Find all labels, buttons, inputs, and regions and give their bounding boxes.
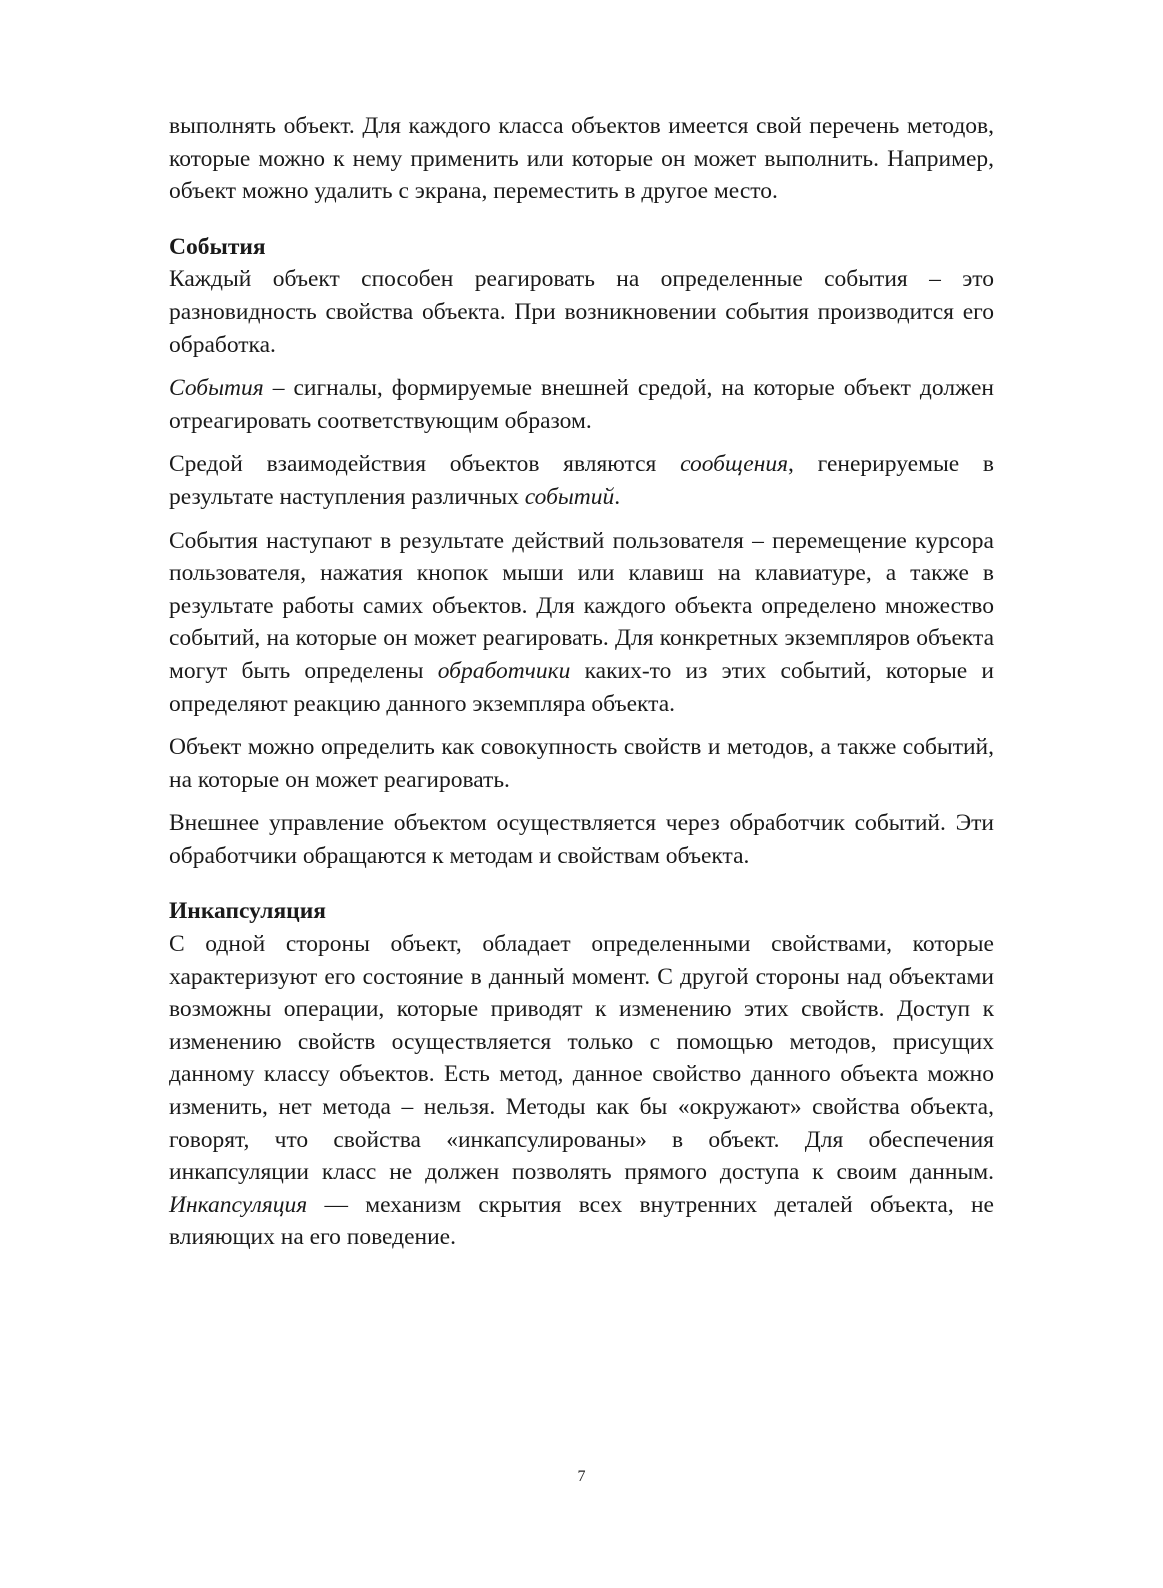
paragraph-encapsulation	[169, 928, 994, 1254]
term-messages: сообщения	[680, 451, 789, 478]
heading-events: События	[169, 233, 266, 260]
text-fragment: — механизм скрытия всех внутренних деталей объекта, не влияющих на его поведение.	[169, 1191, 994, 1251]
paragraph-external-control: Внешнее управление объектом осуществляется через обработчик событий. Эти обработчики обращаются к методам и свойствам объекта.	[169, 810, 994, 869]
text-fragment: каких-то из этих событий, которые и определяют реакцию данного экземпляра объекта.	[169, 657, 994, 717]
term-handlers: обработчики	[437, 657, 571, 684]
paragraph-methods-continuation: выполнять объект. Для каждого класса объектов имеется свой перечень методов, которые можно к нему применить или которые он может выполнить. Например, объект можно удалить с экрана, переместить в другое место.	[169, 113, 994, 205]
text-fragment: События наступают в результате действий пользователя – перемещение курсора пользователя, нажатия кнопок мыши или клавиш на клавиатуре, а также в результате работы самих объектов. Для каждого объекта определено множество событий, на которые он может реагировать. Для конкретных экземпляров объекта могут быть определены	[169, 527, 994, 684]
text-fragment: , генерируемые в результате наступления различных	[169, 451, 995, 510]
term-events-genitive: событий	[524, 483, 615, 510]
paragraph-event-sources	[169, 525, 994, 721]
page-body	[169, 110, 994, 1265]
heading-encapsulation: Инкапсуляция	[169, 898, 326, 925]
text-fragment: С одной стороны объект, обладает определенными свойствами, которые характеризуют его состояние в данный момент. С другой стороны над объектами возможны операции, которые приводят к изменению этих свойств. Доступ к изменению свойств осуществляется только с помощью методов, присущих данному классу объектов. Есть метод, данное свойство данного объекта можно изменить, нет метода – нельзя. Методы как бы «окружают» свойства объекта, говорят, что свойства «инкапсулированы» в объект. Для обеспечения инкапсуляции класс не должен позволять прямого доступа к своим данным.	[169, 931, 994, 1186]
paragraph-events-definition	[169, 372, 994, 437]
term-events: События	[169, 375, 264, 402]
text-events-definition: – сигналы, формируемые внешней средой, на которые объект должен отреагировать соответствующим образом.	[169, 375, 994, 434]
text-fragment: .	[614, 483, 621, 510]
paragraph-object-definition: Объект можно определить как совокупность свойств и методов, а также событий, на которые он может реагировать.	[169, 734, 994, 793]
paragraph-events-intro: Каждый объект способен реагировать на определенные события – это разновидность свойства объекта. При возникновении события производится его обработка.	[169, 266, 994, 358]
text-fragment: Средой взаимодействия объектов являются	[169, 451, 681, 478]
paragraph-messages	[169, 448, 994, 513]
page-number: 7	[577, 1468, 586, 1485]
term-encapsulation: Инкапсуляция	[169, 1191, 308, 1218]
